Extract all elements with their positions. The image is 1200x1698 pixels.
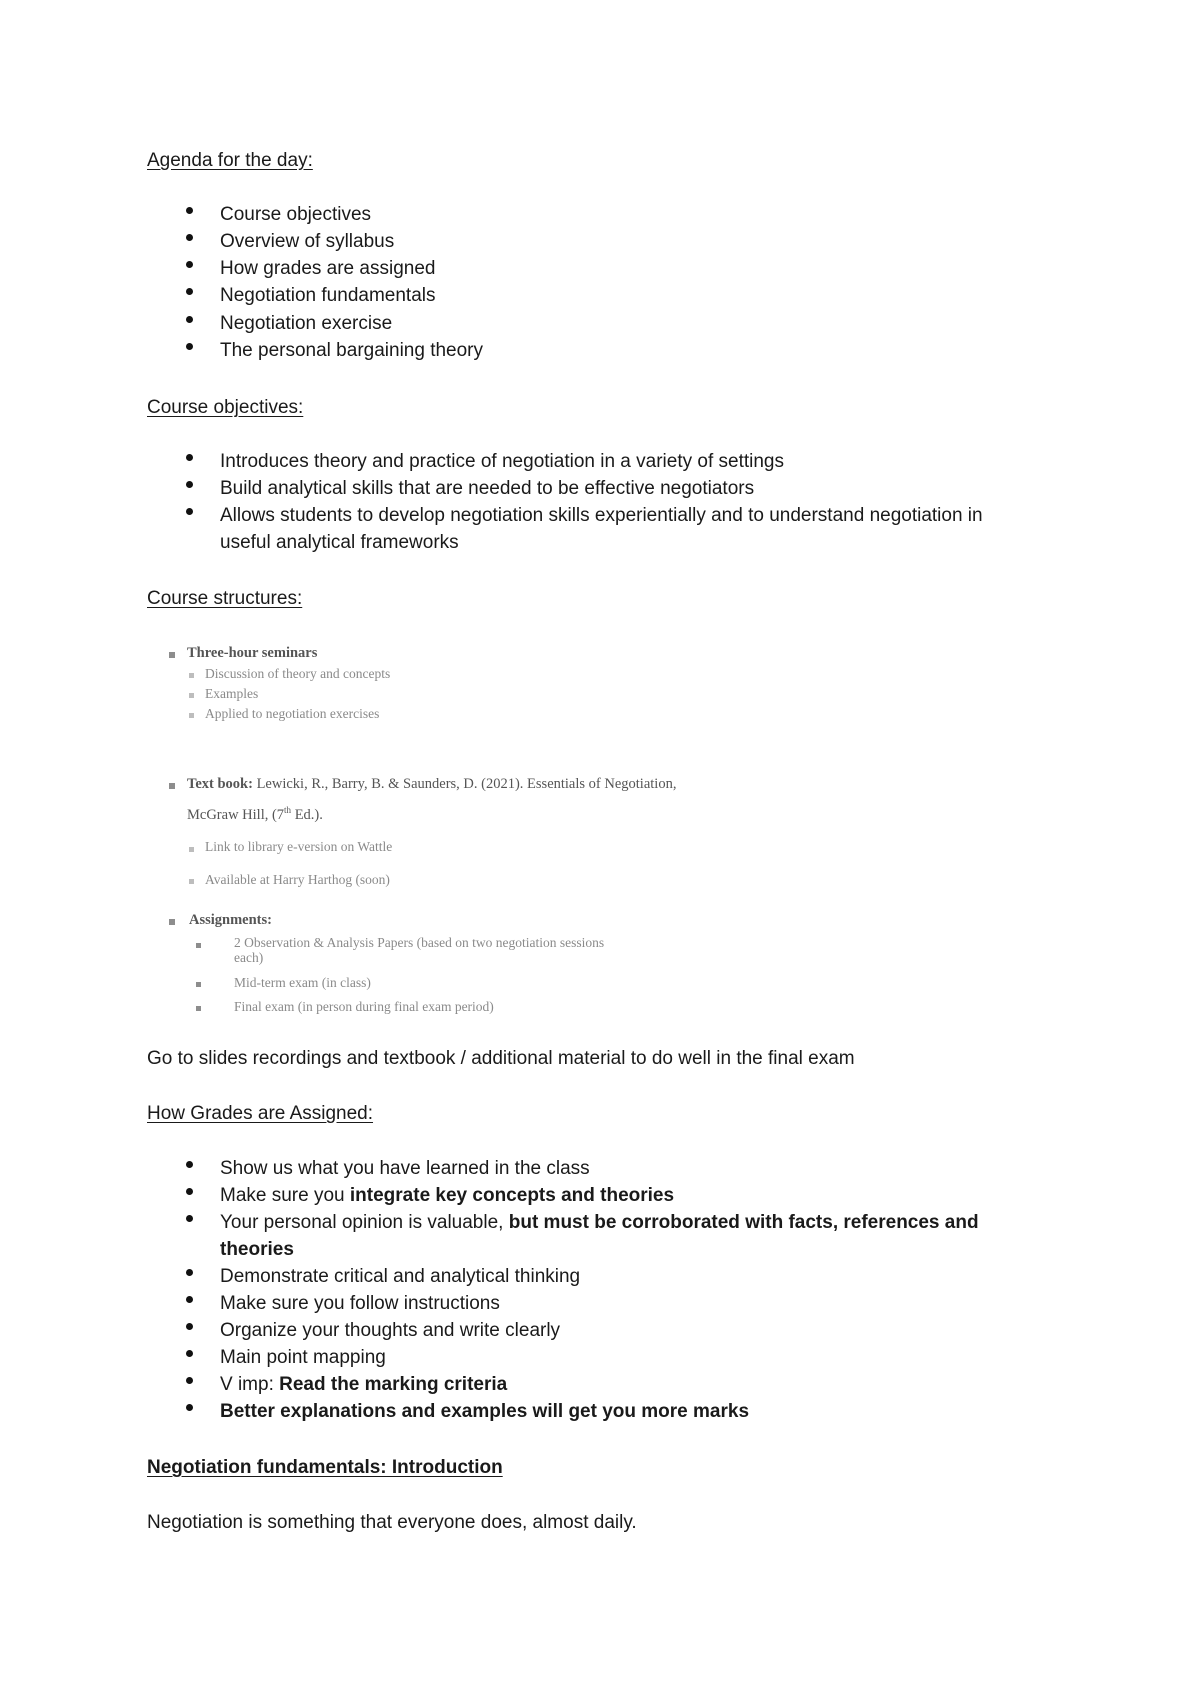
square-bullet-icon [196, 943, 201, 948]
agenda-item: Overview of syllabus [220, 231, 395, 252]
square-bullet-icon [196, 1006, 201, 1011]
bullet-icon [186, 234, 193, 241]
grades-item-continued: theories [220, 1239, 294, 1260]
assignment-item: Mid-term exam (in class) [234, 975, 371, 990]
bullet-icon [186, 343, 193, 350]
seminars-item: Examples [205, 686, 259, 701]
textbook-item: Link to library e-version on Wattle [205, 839, 393, 854]
grades-item: Organize your thoughts and write clearly [220, 1320, 561, 1341]
square-bullet-icon [189, 693, 194, 698]
grades-item: Make sure you integrate key concepts and theories [220, 1185, 675, 1206]
bullet-icon [186, 1269, 193, 1276]
bullet-icon [186, 288, 193, 295]
grades-item: Show us what you have learned in the class [220, 1158, 590, 1179]
square-bullet-icon [169, 919, 175, 925]
bullet-icon [186, 454, 193, 461]
grades-item: Main point mapping [220, 1347, 386, 1368]
agenda-heading: Agenda for the day: [147, 150, 313, 171]
bullet-icon [186, 261, 193, 268]
grades-item: Make sure you follow instructions [220, 1293, 500, 1314]
bullet-icon [186, 508, 193, 515]
grades-item: Better explanations and examples will get you more marks [220, 1401, 750, 1422]
fundamentals-text: Negotiation is something that everyone does, almost daily. [147, 1512, 637, 1533]
agenda-item: Negotiation exercise [220, 313, 393, 334]
square-bullet-icon [196, 982, 201, 987]
agenda-item: The personal bargaining theory [220, 340, 484, 361]
agenda-item: Negotiation fundamentals [220, 285, 436, 306]
objective-item-continued: useful analytical frameworks [220, 532, 459, 553]
square-bullet-icon [189, 879, 194, 884]
bullet-icon [186, 207, 193, 214]
bullet-icon [186, 1215, 193, 1222]
square-bullet-icon [169, 652, 175, 658]
grades-item: Your personal opinion is valuable, but must be corroborated with facts, references and [220, 1212, 979, 1233]
bullet-icon [186, 481, 193, 488]
assignments-title: Assignments: [189, 912, 272, 928]
bullet-icon [186, 1296, 193, 1303]
grades-heading: How Grades are Assigned: [147, 1103, 374, 1124]
final-exam-note: Go to slides recordings and textbook / additional material to do well in the final exam [147, 1048, 855, 1069]
bullet-icon [186, 1323, 193, 1330]
bullet-icon [186, 1404, 193, 1411]
agenda-item: Course objectives [220, 204, 372, 225]
seminars-item: Discussion of theory and concepts [205, 666, 391, 681]
bullet-icon [186, 1350, 193, 1357]
assignment-item: 2 Observation & Analysis Papers (based on two negotiation sessions [234, 935, 605, 950]
assignment-item: Final exam (in person during final exam period) [234, 999, 494, 1014]
textbook-line-continued: McGraw Hill, (7th Ed.). [187, 805, 323, 823]
grades-item: V imp: Read the marking criteria [220, 1374, 508, 1395]
square-bullet-icon [189, 713, 194, 718]
square-bullet-icon [169, 783, 175, 789]
objectives-heading: Course objectives: [147, 397, 304, 418]
objective-item: Introduces theory and practice of negotiation in a variety of settings [220, 451, 784, 472]
grades-item: Demonstrate critical and analytical thinking [220, 1266, 581, 1287]
bullet-icon [186, 316, 193, 323]
seminars-title: Three-hour seminars [187, 645, 318, 661]
fundamentals-heading: Negotiation fundamentals: Introduction [147, 1457, 503, 1478]
square-bullet-icon [189, 847, 194, 852]
structures-heading: Course structures: [147, 588, 303, 609]
objective-item: Allows students to develop negotiation skills experientially and to understand negotiation in [220, 505, 983, 526]
textbook-item: Available at Harry Harthog (soon) [205, 872, 390, 887]
textbook-line: Text book: Lewicki, R., Barry, B. & Saunders, D. (2021). Essentials of Negotiation, [187, 776, 677, 792]
square-bullet-icon [189, 673, 194, 678]
seminars-item: Applied to negotiation exercises [205, 706, 380, 721]
agenda-item: How grades are assigned [220, 258, 436, 279]
bullet-icon [186, 1377, 193, 1384]
bullet-icon [186, 1161, 193, 1168]
bullet-icon [186, 1188, 193, 1195]
objective-item: Build analytical skills that are needed to be effective negotiators [220, 478, 755, 499]
assignment-item-continued: each) [234, 950, 264, 965]
